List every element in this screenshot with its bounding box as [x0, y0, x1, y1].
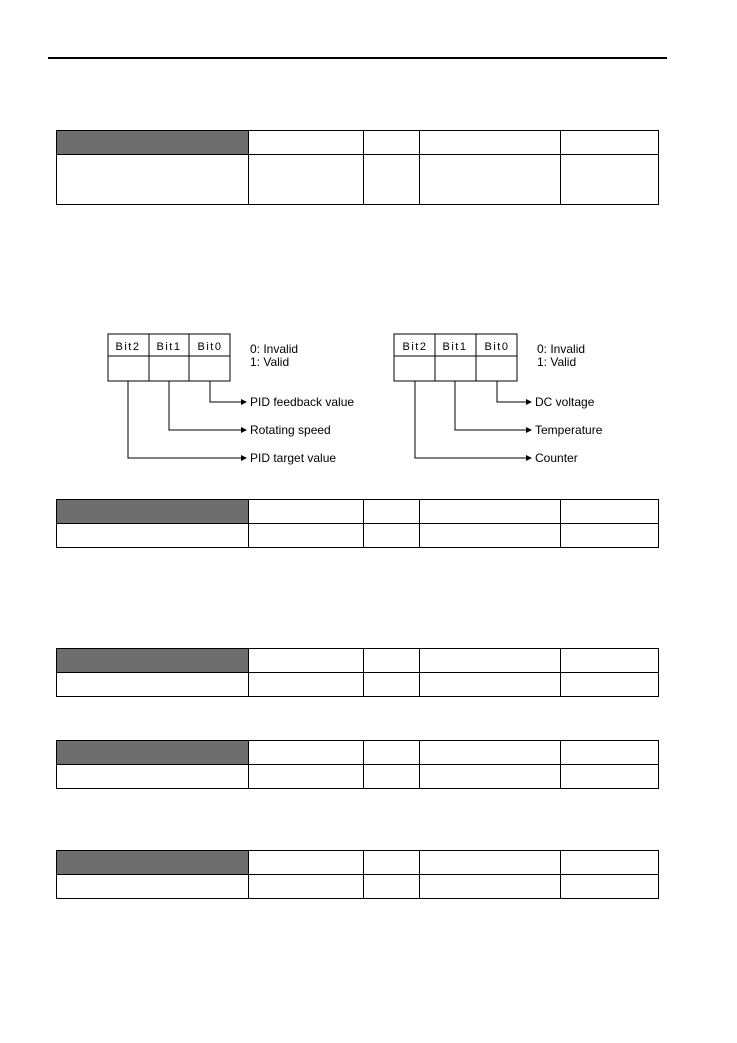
- parameter-code-cell: [57, 851, 249, 875]
- parameter-table-3: [56, 648, 659, 697]
- table-row: [57, 673, 659, 697]
- table-header-row: [57, 741, 659, 765]
- right-output-counter: Counter: [535, 451, 578, 465]
- right-bit1-label: Bit1: [442, 341, 468, 353]
- right-bit2-label: Bit2: [402, 341, 428, 353]
- table-header-row: [57, 851, 659, 875]
- right-legend-valid: 1: Valid: [537, 355, 577, 369]
- parameter-code-cell: [57, 500, 249, 524]
- table-row: [57, 524, 659, 548]
- table-row: [57, 875, 659, 899]
- left-bit1-label: Bit1: [156, 341, 182, 353]
- left-output-rotating-speed: Rotating speed: [250, 423, 331, 437]
- parameter-table-4: [56, 740, 659, 789]
- left-output-pid-target: PID target value: [250, 451, 337, 465]
- table-header-row: [57, 500, 659, 524]
- left-bit2-label: Bit2: [115, 341, 141, 353]
- right-legend-invalid: 0: Invalid: [537, 342, 586, 356]
- parameter-code-cell: [57, 649, 249, 673]
- parameter-table-5: [56, 850, 659, 899]
- left-legend-valid: 1: Valid: [250, 355, 290, 369]
- left-bit-diagram: [108, 334, 354, 465]
- right-bit-diagram: [394, 334, 603, 465]
- table-header-row: [57, 649, 659, 673]
- parameter-code-cell: [57, 741, 249, 765]
- right-output-temperature: Temperature: [535, 423, 603, 437]
- parameter-table-2: [56, 499, 659, 548]
- right-output-dc-voltage: DC voltage: [535, 395, 595, 409]
- left-output-pid-feedback: PID feedback value: [250, 395, 355, 409]
- left-bit0-label: Bit0: [197, 341, 223, 353]
- left-legend-invalid: 0: Invalid: [250, 342, 299, 356]
- table-row: [57, 765, 659, 789]
- right-bit0-label: Bit0: [484, 341, 510, 353]
